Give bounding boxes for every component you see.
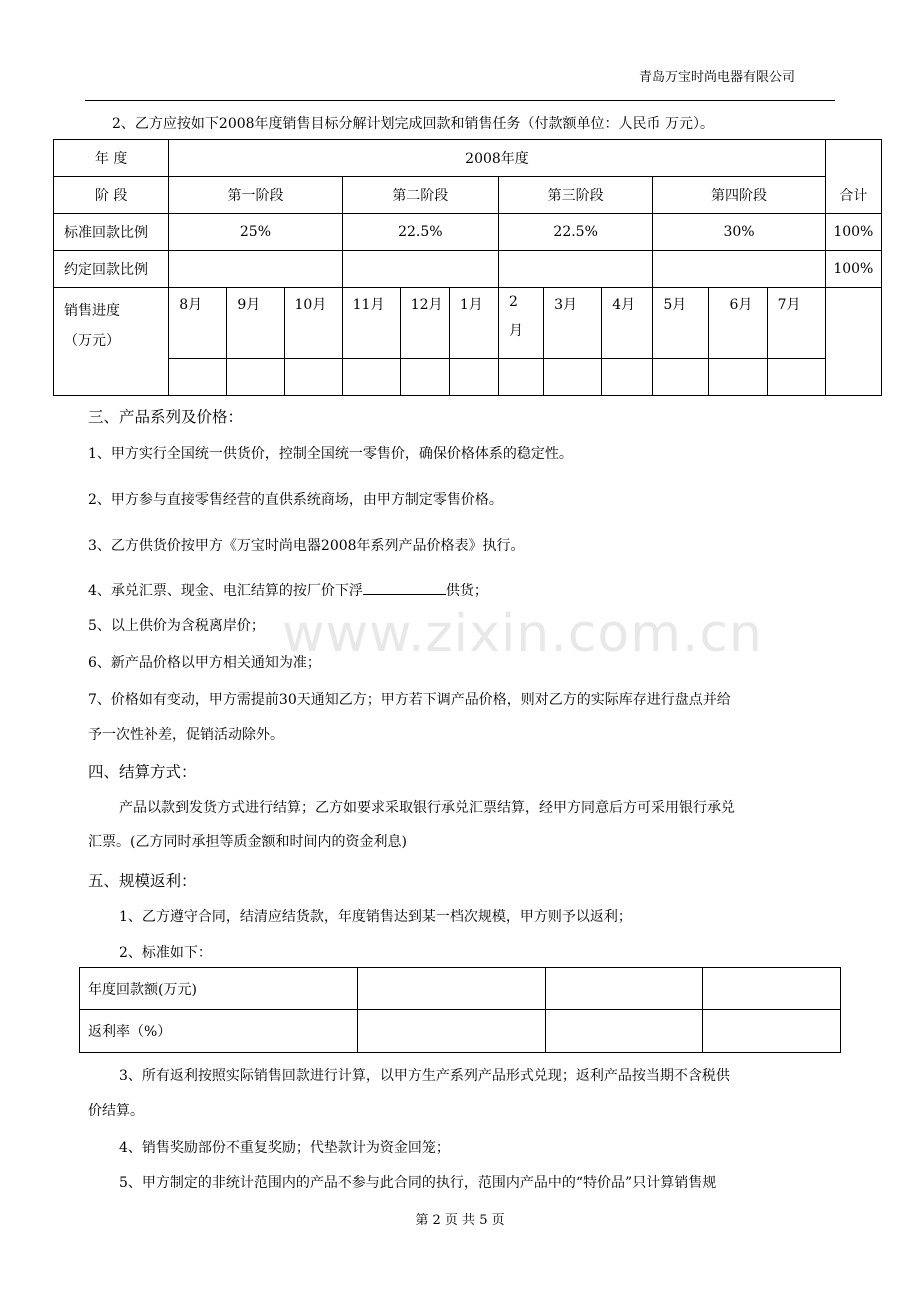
agreed-ratio-1	[169, 251, 342, 288]
section3-item7-line1: 7、价格如有变动，甲方需提前30天通知乙方；甲方若下调产品价格，则对乙方的实际库存进行盘点并给	[88, 692, 731, 708]
stage-1: 第一阶段	[169, 177, 342, 214]
section5-title: 五、规模返利：	[88, 872, 197, 890]
section5-item3-line2: 价结算。	[88, 1103, 144, 1119]
section3-title: 三、产品系列及价格：	[88, 408, 244, 426]
sales-total-cell	[825, 288, 881, 396]
sales-value-cell	[498, 359, 543, 396]
section3-item4	[88, 580, 488, 600]
page-footer: 第 2 页 共 5 页	[415, 1213, 505, 1228]
rebate-table	[79, 967, 841, 1053]
header-rule	[85, 100, 835, 101]
company-header: 青岛万宝时尚电器有限公司	[638, 70, 795, 85]
agreed-ratio-3	[498, 251, 652, 288]
std-ratio-2: 22.5%	[342, 214, 498, 251]
section5-item1: 1、乙方遵守合同，结清应结货款，年度销售达到某一档次规模，甲方则予以返利；	[119, 909, 632, 925]
section4-title: 四、结算方式：	[88, 763, 197, 781]
sales-value-cell	[653, 359, 709, 396]
sales-value-cell	[284, 359, 342, 396]
section5-item3-line1: 3、所有返利按照实际销售回款进行计算，以甲方生产系列产品形式兑现；返利产品按当期不含税供	[119, 1068, 730, 1084]
month-cell: 11月	[342, 288, 400, 359]
month-cell: 1月	[449, 288, 498, 359]
month-cell: 7月	[767, 288, 825, 359]
agreed-ratio-4	[653, 251, 825, 288]
rebate-rate-label: 返利率（%）	[80, 1010, 358, 1053]
stage-3: 第三阶段	[498, 177, 652, 214]
sales-plan-table	[53, 139, 882, 396]
sales-value-cell	[342, 359, 400, 396]
sales-value-cell	[400, 359, 449, 396]
sales-progress-unit: （万元）	[64, 333, 120, 349]
sales-progress-label	[54, 288, 169, 396]
month-cell: 9月	[227, 288, 284, 359]
item4-text-a: 4、承兑汇票、现金、电汇结算的按厂价下浮	[88, 583, 363, 599]
section5-item2: 2、标准如下：	[119, 945, 212, 961]
sales-value-cell	[227, 359, 284, 396]
item4-text-b: 供货；	[445, 583, 488, 599]
month-2-number: 2	[508, 294, 518, 310]
rebate-cell	[357, 968, 546, 1010]
sales-value-cell	[544, 359, 602, 396]
stage-4: 第四阶段	[653, 177, 825, 214]
month-cell: 3月	[544, 288, 602, 359]
section3-item1: 1、甲方实行全国统一供货价，控制全国统一零售价，确保价格体系的稳定性。	[88, 446, 573, 462]
month-cell: 12月	[400, 288, 449, 359]
rebate-cell	[546, 968, 703, 1010]
section3-item2: 2、甲方参与直接零售经营的直供系统商场，由甲方制定零售价格。	[88, 492, 503, 508]
section4-line1: 产品以款到发货方式进行结算；乙方如要求采取银行承兑汇票结算，经甲方同意后方可采用银行承兑	[119, 800, 735, 816]
sales-value-cell	[709, 359, 767, 396]
month-cell: 5月	[653, 288, 709, 359]
agreed-ratio-2	[342, 251, 498, 288]
year-label: 年 度	[54, 140, 169, 177]
total-header: 合计	[825, 140, 881, 214]
rebate-cell	[357, 1010, 546, 1053]
month-cell: 6月	[709, 288, 767, 359]
rebate-cell	[546, 1010, 703, 1053]
section3-item5: 5、以上供价为含税离岸价；	[88, 618, 265, 634]
sales-progress-text: 销售进度	[64, 303, 120, 319]
std-ratio-label: 标准回款比例	[54, 214, 169, 251]
rebate-cell	[703, 968, 841, 1010]
stage-label: 阶 段	[54, 177, 169, 214]
std-ratio-3: 22.5%	[498, 214, 652, 251]
month-cell: 10月	[284, 288, 342, 359]
section5-item4: 4、销售奖励部份不重复奖励；代垫款计为资金回笼；	[119, 1140, 450, 1156]
section3-item6: 6、新产品价格以甲方相关通知为准；	[88, 655, 321, 671]
std-ratio-4: 30%	[653, 214, 825, 251]
month-2-suffix: 月	[508, 323, 523, 339]
item2-intro: 2、乙方应按如下2008年度销售目标分解计划完成回款和销售任务（付款额单位：人民币 万元）。	[112, 116, 714, 132]
month-cell	[498, 288, 543, 359]
section3-item7-line2: 予一次性补差，促销活动除外。	[88, 727, 284, 743]
agreed-ratio-total: 100%	[825, 251, 881, 288]
year-value: 2008年度	[169, 140, 825, 177]
agreed-ratio-label: 约定回款比例	[54, 251, 169, 288]
month-cell: 8月	[169, 288, 227, 359]
sales-value-cell	[449, 359, 498, 396]
rebate-amount-label: 年度回款额(万元)	[80, 968, 358, 1010]
stage-2: 第二阶段	[342, 177, 498, 214]
watermark: www.zixin.com.cn	[282, 604, 763, 664]
section5-item5: 5、甲方制定的非统计范围内的产品不参与此合同的执行，范围内产品中的“特价品”只计算销售规	[119, 1175, 717, 1191]
std-ratio-1: 25%	[169, 214, 342, 251]
section3-item3: 3、乙方供货价按甲方《万宝时尚电器2008年系列产品价格表》执行。	[88, 538, 525, 554]
month-cell: 4月	[602, 288, 653, 359]
std-ratio-total: 100%	[825, 214, 881, 251]
rebate-cell	[703, 1010, 841, 1053]
sales-value-cell	[169, 359, 227, 396]
sales-value-cell	[602, 359, 653, 396]
sales-value-cell	[767, 359, 825, 396]
discount-blank	[363, 580, 446, 595]
section4-line2: 汇票。(乙方同时承担等质金额和时间内的资金利息)	[88, 834, 407, 850]
